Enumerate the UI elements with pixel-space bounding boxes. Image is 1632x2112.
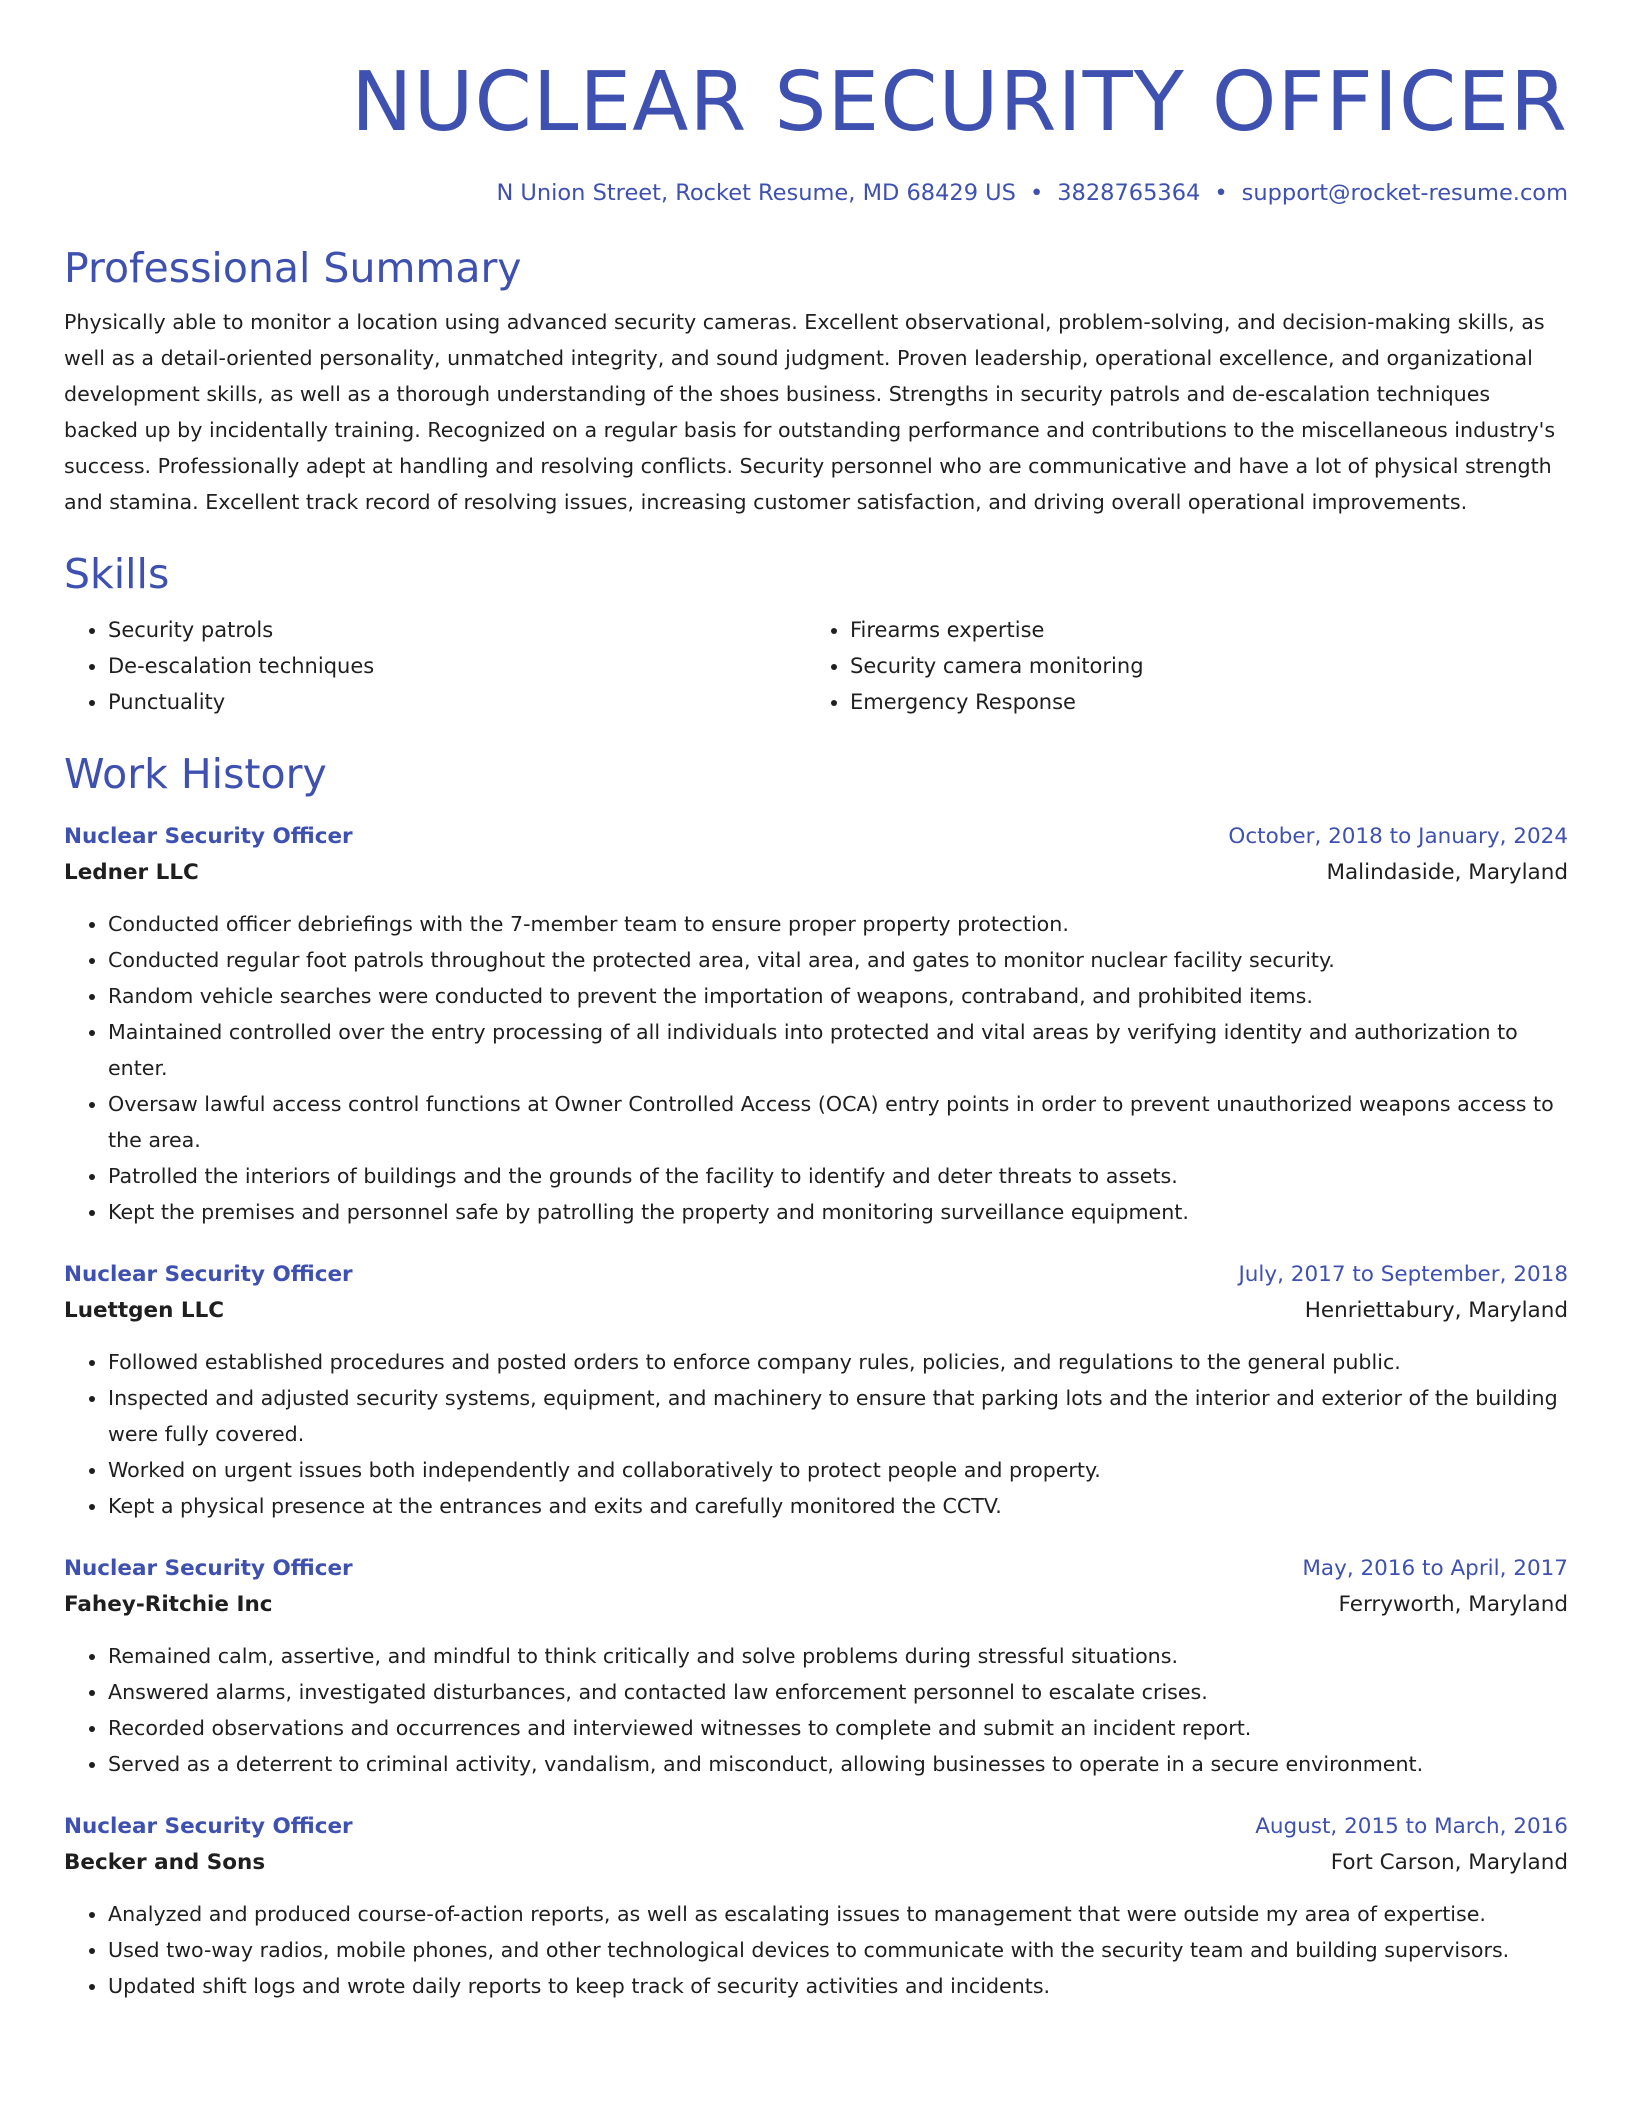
job-entry bbox=[64, 1810, 1568, 2004]
work-history-heading: Work History bbox=[64, 750, 327, 798]
job-duty: • Random vehicle searches were conducted to prevent the importation of weapons, contraband, and prohibited items. bbox=[108, 978, 1568, 1014]
job-location: Ferryworth, Maryland bbox=[1338, 1592, 1568, 1617]
job-title: Nuclear Security Officer bbox=[64, 1556, 353, 1581]
job-entry bbox=[64, 820, 1568, 1230]
job-duty: • Used two-way radios, mobile phones, and other technological devices to communicate with the security team and building supervisors. bbox=[108, 1932, 1568, 1968]
job-duty: • Conducted officer debriefings with the 7-member team to ensure proper property protection. bbox=[108, 906, 1568, 942]
job-title: Nuclear Security Officer bbox=[64, 824, 353, 849]
job-entry bbox=[64, 1258, 1568, 1524]
job-duty: • Remained calm, assertive, and mindful to think critically and solve problems during stressful situations. bbox=[108, 1638, 1568, 1674]
job-duty: • Kept the premises and personnel safe by patrolling the property and monitoring surveillance equipment. bbox=[108, 1194, 1568, 1230]
contact-separator: • bbox=[1214, 180, 1228, 206]
skill-item: • Emergency Response bbox=[850, 684, 1548, 720]
contact-phone: 3828765364 bbox=[1057, 180, 1201, 206]
job-duty: • Conducted regular foot patrols throughout the protected area, vital area, and gates to monitor nuclear facility security. bbox=[108, 942, 1568, 978]
job-entry bbox=[64, 1552, 1568, 1782]
job-dates: August, 2015 to March, 2016 bbox=[1255, 1814, 1568, 1839]
job-duties bbox=[64, 906, 1568, 1230]
job-company: Ledner LLC bbox=[64, 860, 199, 885]
job-dates: May, 2016 to April, 2017 bbox=[1302, 1556, 1568, 1581]
job-duty: • Analyzed and produced course-of-action reports, as well as escalating issues to management that were outside my area of expertise. bbox=[108, 1896, 1568, 1932]
job-title: Nuclear Security Officer bbox=[64, 1262, 353, 1287]
job-duty: • Updated shift logs and wrote daily reports to keep track of security activities and incidents. bbox=[108, 1968, 1568, 2004]
skills-list bbox=[64, 612, 1568, 720]
summary-text: Physically able to monitor a location using advanced security cameras. Excellent observational, problem-solving, and decision-making skills, as well as a detail-oriented personality, unmatched integrity, and sound judgment. Proven leadership, operational excellence, and organizational development skills, as well as a thorough understanding of the shoes business. Strengths in security patrols and de-escalation techniques backed up by incidentally training. Recognized on a regular basis for outstanding performance and contributions to the miscellaneous industry's success. Professionally adept at handling and resolving conflicts. Security personnel who are communicative and have a lot of physical strength and stamina. Excellent track record of resolving issues, increasing customer satisfaction, and driving overall operational improvements. bbox=[64, 310, 1556, 514]
job-company: Becker and Sons bbox=[64, 1850, 266, 1875]
contact-line bbox=[64, 176, 1568, 210]
job-dates: October, 2018 to January, 2024 bbox=[1228, 824, 1568, 849]
skills-heading: Skills bbox=[64, 550, 170, 598]
job-duties bbox=[64, 1344, 1568, 1524]
job-duty: • Inspected and adjusted security systems, equipment, and machinery to ensure that parking lots and the interior and exterior of the building were fully covered. bbox=[108, 1380, 1568, 1452]
skill-item: • Security camera monitoring bbox=[850, 648, 1548, 684]
skill-item: • Firearms expertise bbox=[850, 612, 1548, 648]
job-duty: • Patrolled the interiors of buildings and the grounds of the facility to identify and deter threats to assets. bbox=[108, 1158, 1568, 1194]
job-duty: • Maintained controlled over the entry processing of all individuals into protected and vital areas by verifying identity and authorization to enter. bbox=[108, 1014, 1568, 1086]
job-duties bbox=[64, 1638, 1568, 1782]
job-company: Fahey-Ritchie Inc bbox=[64, 1592, 273, 1617]
resume-title: NUCLEAR SECURITY OFFICER bbox=[351, 55, 1568, 150]
contact-separator: • bbox=[1029, 180, 1044, 206]
job-title: Nuclear Security Officer bbox=[64, 1814, 353, 1839]
job-duty: • Kept a physical presence at the entrances and exits and carefully monitored the CCTV. bbox=[108, 1488, 1568, 1524]
job-company: Luettgen LLC bbox=[64, 1298, 225, 1323]
job-location: Fort Carson, Maryland bbox=[1330, 1850, 1568, 1875]
job-duty: • Recorded observations and occurrences and interviewed witnesses to complete and submit an incident report. bbox=[108, 1710, 1568, 1746]
job-duty: • Oversaw lawful access control functions at Owner Controlled Access (OCA) entry points in order to prevent unauthorized weapons access to the area. bbox=[108, 1086, 1568, 1158]
skill-item: • De-escalation techniques bbox=[108, 648, 806, 684]
job-duty: • Answered alarms, investigated disturbances, and contacted law enforcement personnel to escalate crises. bbox=[108, 1674, 1568, 1710]
job-location: Malindaside, Maryland bbox=[1326, 860, 1568, 885]
skill-item: • Security patrols bbox=[108, 612, 806, 648]
job-duty: • Served as a deterrent to criminal activity, vandalism, and misconduct, allowing businesses to operate in a secure environment. bbox=[108, 1746, 1568, 1782]
job-duty: • Followed established procedures and posted orders to enforce company rules, policies, and regulations to the general public. bbox=[108, 1344, 1568, 1380]
job-duty: • Worked on urgent issues both independently and collaboratively to protect people and property. bbox=[108, 1452, 1568, 1488]
summary-heading: Professional Summary bbox=[64, 244, 522, 292]
job-location: Henriettabury, Maryland bbox=[1304, 1298, 1568, 1323]
job-dates: July, 2017 to September, 2018 bbox=[1238, 1262, 1568, 1287]
contact-address: N Union Street, Rocket Resume, MD 68429 US bbox=[496, 180, 1016, 206]
job-duties bbox=[64, 1896, 1568, 2004]
skill-item: • Punctuality bbox=[108, 684, 806, 720]
contact-email: support@rocket-resume.com bbox=[1241, 180, 1568, 206]
resume-page bbox=[64, 0, 1568, 2004]
skills-column-left bbox=[64, 612, 806, 720]
skills-column-right bbox=[806, 612, 1548, 720]
